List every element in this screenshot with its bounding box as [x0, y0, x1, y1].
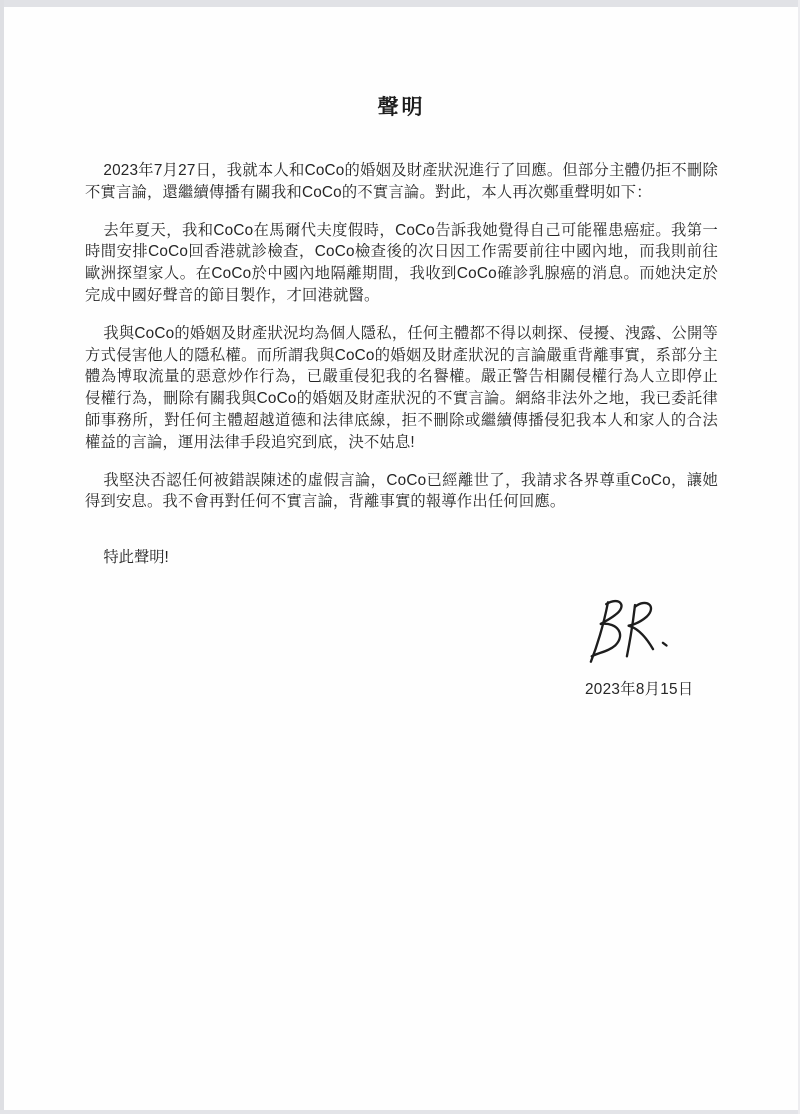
photo-edge-bottom: [0, 1110, 800, 1114]
statement-date: 2023年8月15日: [585, 681, 694, 698]
paragraph-intro: 2023年7月27日，我就本人和CoCo的婚姻及財產狀況進行了回應。但部分主體仍拒不刪除不實言論，還繼續傳播有關我和CoCo的不實言論。對此，本人再次鄭重聲明如下：: [85, 162, 718, 201]
paragraph-privacy-warning: 我與CoCo的婚姻及財產狀況均為個人隱私，任何主體都不得以刺探、侵擾、洩露、公開等方式侵害他人的隱私權。而所謂我與CoCo的婚姻及財產狀況的言論嚴重背離事實，系部分主體為博取流量的惡意炒作行為，已嚴重侵犯我的名譽權。嚴正警告相關侵權行為人立即停止侵權行為，刪除有關我與CoCo的婚姻及財產狀況的不實言論。網絡非法外之地，我已委託律師事務所，對任何主體超越道德和法律底線，拒不刪除或繼續傳播侵犯我本人和家人的合法權益的言論，運用法律手段追究到底，決不姑息!: [85, 324, 718, 451]
document-title: 聲明: [377, 96, 426, 119]
handwritten-signature-BR-icon: [574, 596, 678, 668]
photo-edge-top: [0, 0, 800, 7]
paragraph-illness-account: 去年夏天，我和CoCo在馬爾代夫度假時，CoCo告訴我她覺得自己可能罹患癌症。我第一時間安排CoCo回香港就診檢查，CoCo檢查後的次日因工作需要前往中國內地，而我則前往歐洲探望家人。在CoCo於中國內地隔離期間，我收到CoCo確診乳腺癌的消息。而她決定於完成中國好聲音的節目製作，才回港就醫。: [85, 221, 718, 304]
closing-line: 特此聲明!: [103, 549, 169, 567]
photo-edge-left: [0, 0, 4, 1114]
paragraph-denial: 我堅決否認任何被錯誤陳述的虛假言論，CoCo已經離世了，我請求各界尊重CoCo，讓她得到安息。我不會再對任何不實言論，背離事實的報導作出任何回應。: [85, 471, 718, 511]
